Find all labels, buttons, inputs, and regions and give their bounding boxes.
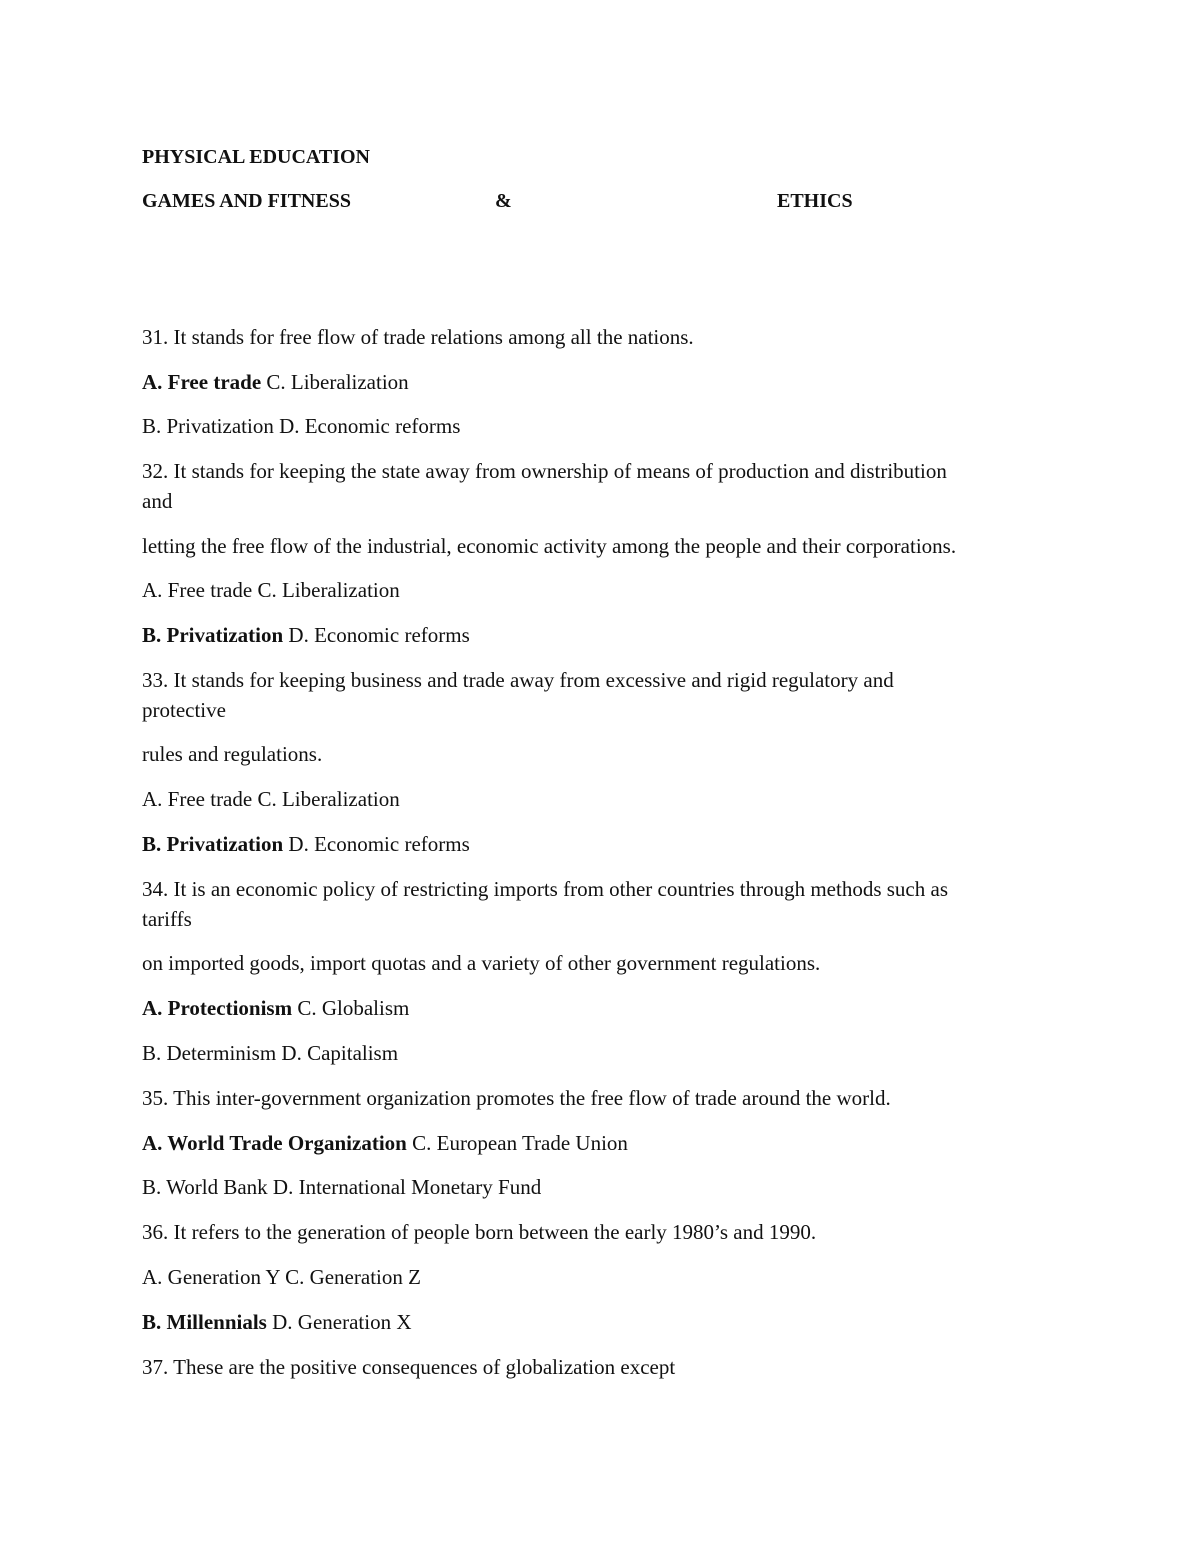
question-33-options-row1 (142, 786, 400, 812)
option-text: C. European Trade Union (406, 1131, 628, 1155)
question-35-options-row1 (142, 1130, 628, 1156)
option-text: A. Free trade C. Liberalization (142, 578, 400, 602)
subtitle-left: GAMES AND FITNESS (142, 190, 351, 212)
question-34-options-row2 (142, 1040, 398, 1066)
subtitle-right: ETHICS (777, 190, 853, 212)
subtitle-ampersand: & (495, 190, 512, 212)
option-text: A. Generation Y C. Generation Z (142, 1265, 421, 1289)
question-35-options-row2 (142, 1174, 541, 1200)
question-34-stem-line2: tariffs (142, 907, 192, 931)
option-text: C. Globalism (292, 996, 410, 1020)
answer-label: A. World Trade Organization (142, 1131, 407, 1155)
question-32-stem-line3: letting the free flow of the industrial, economic activity among the people and their corporations. (142, 534, 957, 558)
question-32-options-row1 (142, 577, 400, 603)
option-text: A. Free trade C. Liberalization (142, 787, 400, 811)
option-text: D. Generation X (266, 1310, 412, 1334)
question-33-stem-line1: 33. It stands for keeping business and trade away from excessive and rigid regulatory and (142, 668, 894, 692)
question-34-stem-line3: on imported goods, import quotas and a variety of other government regulations. (142, 951, 821, 975)
answer-label: B. Millennials (142, 1310, 267, 1334)
question-33-options-row2 (142, 831, 470, 857)
answer-label: B. Privatization (142, 623, 284, 647)
document-title: PHYSICAL EDUCATION (142, 146, 370, 168)
option-text: D. Economic reforms (283, 832, 470, 856)
question-34-stem-line1: 34. It is an economic policy of restricting imports from other countries through methods such as (142, 877, 948, 901)
option-text: B. World Bank D. International Monetary Fund (142, 1175, 542, 1199)
question-33-stem-line3: rules and regulations. (142, 742, 323, 766)
question-31-options-row1 (142, 369, 409, 395)
answer-label: A. Free trade (142, 370, 262, 394)
option-text: B. Privatization D. Economic reforms (142, 414, 461, 438)
question-37-stem: 37. These are the positive consequences of globalization except (142, 1355, 676, 1379)
question-32-stem-line2: and (142, 489, 173, 513)
option-text: D. Economic reforms (283, 623, 470, 647)
question-33-stem-line2: protective (142, 698, 226, 722)
option-text: C. Liberalization (261, 370, 409, 394)
question-35-stem: 35. This inter-government organization promotes the free flow of trade around the world. (142, 1086, 891, 1110)
question-32-options-row2 (142, 622, 470, 648)
answer-label: B. Privatization (142, 832, 284, 856)
question-36-stem: 36. It refers to the generation of people born between the early 1980’s and 1990. (142, 1220, 817, 1244)
question-36-options-row1 (142, 1264, 421, 1290)
answer-label: A. Protectionism (142, 996, 293, 1020)
option-text: B. Determinism D. Capitalism (142, 1041, 399, 1065)
question-34-options-row1 (142, 995, 409, 1021)
question-31-stem: 31. It stands for free flow of trade relations among all the nations. (142, 325, 694, 349)
question-32-stem-line1: 32. It stands for keeping the state away from ownership of means of production and distribution (142, 459, 947, 483)
question-31-options-row2 (142, 413, 460, 439)
question-36-options-row2 (142, 1309, 411, 1335)
